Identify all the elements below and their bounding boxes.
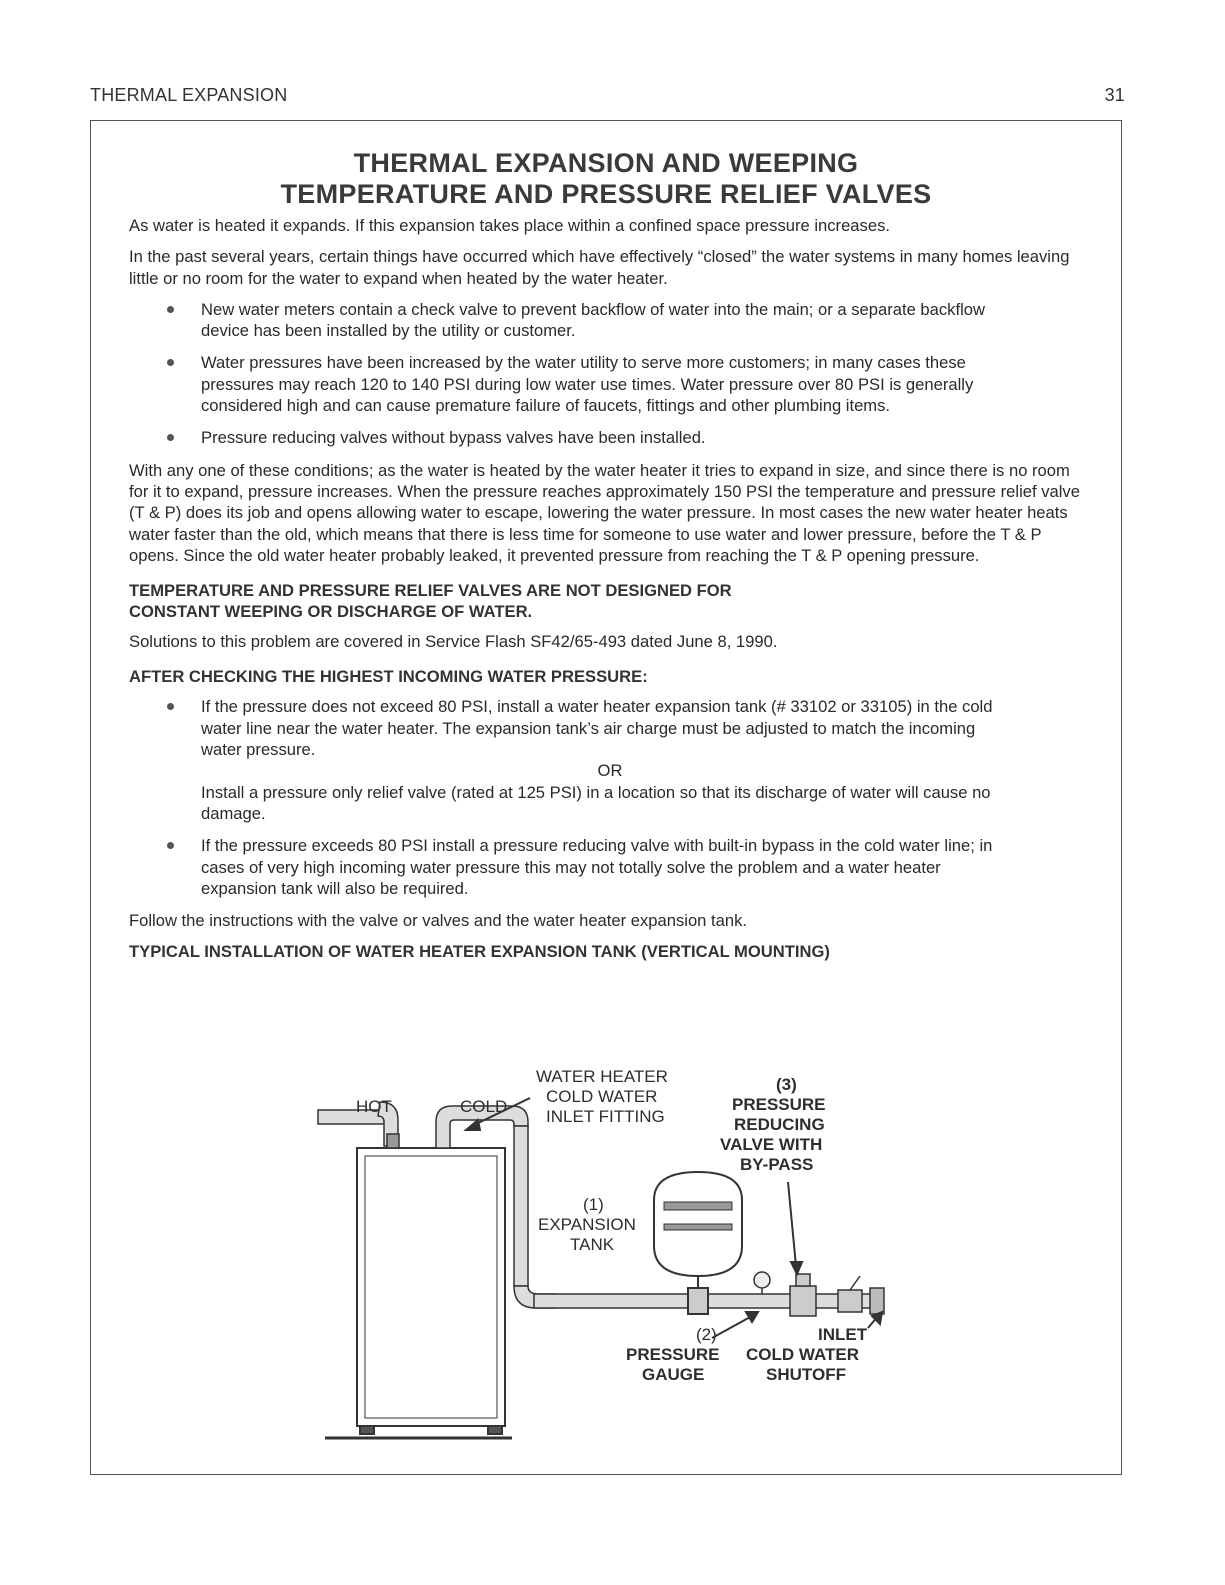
prv-label: REDUCING <box>734 1115 825 1134</box>
installation-diagram <box>0 1050 1225 1450</box>
shutoff-label: INLET <box>818 1325 868 1344</box>
pressure-reducing-valve <box>790 1274 816 1316</box>
follow-paragraph: Follow the instructions with the valve or valves and the water heater expansion tank. <box>129 911 747 931</box>
expansion-tank <box>654 1172 742 1314</box>
warning-heading <box>129 580 1081 622</box>
tank-label: (1) <box>583 1195 604 1214</box>
prv-label: (3) <box>776 1075 797 1094</box>
prv-label: PRESSURE <box>732 1095 826 1114</box>
list-item: If the pressure exceeds 80 PSI install a pressure reducing valve with built-in bypass in the cold water line; in cases of very high incoming water pressure this may not totally solve the problem and a water heater expansion tank will also be required. <box>201 835 1081 899</box>
list-item: Water pressures have been increased by the water utility to serve more customers; in many cases these pressures may reach 120 to 140 PSI during low water use times. Water pressure over 80 PSI is generally considered high and can cause premature failure of faucets, fittings and other plumbing items. <box>201 352 1081 416</box>
warning-line-2: CONSTANT WEEPING OR DISCHARGE OF WATER. <box>129 602 533 622</box>
after-check-heading: AFTER CHECKING THE HIGHEST INCOMING WATER PRESSURE: <box>129 667 648 687</box>
pressure-gauge <box>754 1272 770 1294</box>
water-heater <box>325 1148 512 1438</box>
item-text: Install a pressure only relief valve (rated at 125 PSI) in a location so that its discharge of water will cause no damage. <box>201 782 991 823</box>
inlet-fitting-label: COLD WATER <box>546 1087 658 1106</box>
hot-label: HOT <box>356 1097 392 1116</box>
tank-label: TANK <box>570 1235 615 1254</box>
intro-paragraph-1: As water is heated it expands. If this expansion takes place within a confined space pressure increases. <box>129 216 890 235</box>
list-item: New water meters contain a check valve to prevent backflow of water into the main; or a separate backflow device has been installed by the utility or customer. <box>201 299 1081 342</box>
solutions-paragraph: Solutions to this problem are covered in Service Flash SF42/65-493 dated June 8, 1990. <box>129 632 778 652</box>
intro-paragraph-2: In the past several years, certain things have occurred which have effectively “closed” the water systems in many homes leaving little or no room for the water to expand when heated by the water heater. <box>129 247 1070 288</box>
solutions-list <box>129 696 1081 899</box>
page-title <box>91 148 1121 210</box>
page-number: 31 <box>1104 85 1125 105</box>
shutoff-valve <box>838 1276 862 1312</box>
list-item: Pressure reducing valves without bypass valves have been installed. <box>201 427 1081 448</box>
or-separator: OR <box>597 761 623 781</box>
shutoff-label: SHUTOFF <box>766 1365 846 1384</box>
title-line-1: THERMAL EXPANSION AND WEEPING <box>353 148 859 178</box>
list-item <box>201 696 1081 824</box>
inlet-fitting-label: WATER HEATER <box>536 1067 668 1086</box>
explanation-paragraph: With any one of these conditions; as the water is heated by the water heater it tries to expand in size, and since there is no room for it to expand, pressure increases. When the pressure reaches approximately 150 PSI the temperature and pressure relief valve (T & P) does its job and opens allowing water to escape, lowering the water pressure. In most cases the new water heater heats water faster than the old, which means that there is less time for someone to use water and lower pressure, before the T & P opens. Since the old water heater probably leaked, it prevented pressure from reaching the T & P opening pressure. <box>129 460 1080 565</box>
gauge-label: PRESSURE <box>626 1345 720 1364</box>
section-title: THERMAL EXPANSION <box>90 85 288 105</box>
shutoff-label: COLD WATER <box>746 1345 860 1364</box>
diagram-title: TYPICAL INSTALLATION OF WATER HEATER EXPANSION TANK (VERTICAL MOUNTING) <box>129 942 830 962</box>
inlet-fitting-label: INLET FITTING <box>546 1107 665 1126</box>
cold-label: COLD <box>460 1097 508 1116</box>
warning-line-1: TEMPERATURE AND PRESSURE RELIEF VALVES ARE NOT DESIGNED FOR <box>129 581 732 601</box>
gauge-label: (2) <box>696 1325 717 1344</box>
prv-label: BY-PASS <box>740 1155 814 1174</box>
gauge-label: GAUGE <box>642 1365 705 1384</box>
conditions-list <box>129 299 1081 449</box>
tank-label: EXPANSION <box>538 1215 636 1234</box>
page-header <box>90 85 1125 106</box>
title-line-2: TEMPERATURE AND PRESSURE RELIEF VALVES <box>280 179 932 209</box>
item-text: If the pressure does not exceed 80 PSI, install a water heater expansion tank (# 33102 or 33105) in the cold water line near the water heater. The expansion tank’s air charge must be adjusted to match the incoming water pressure. <box>201 697 993 760</box>
prv-label: VALVE WITH <box>720 1135 823 1154</box>
body-text <box>129 215 1081 962</box>
